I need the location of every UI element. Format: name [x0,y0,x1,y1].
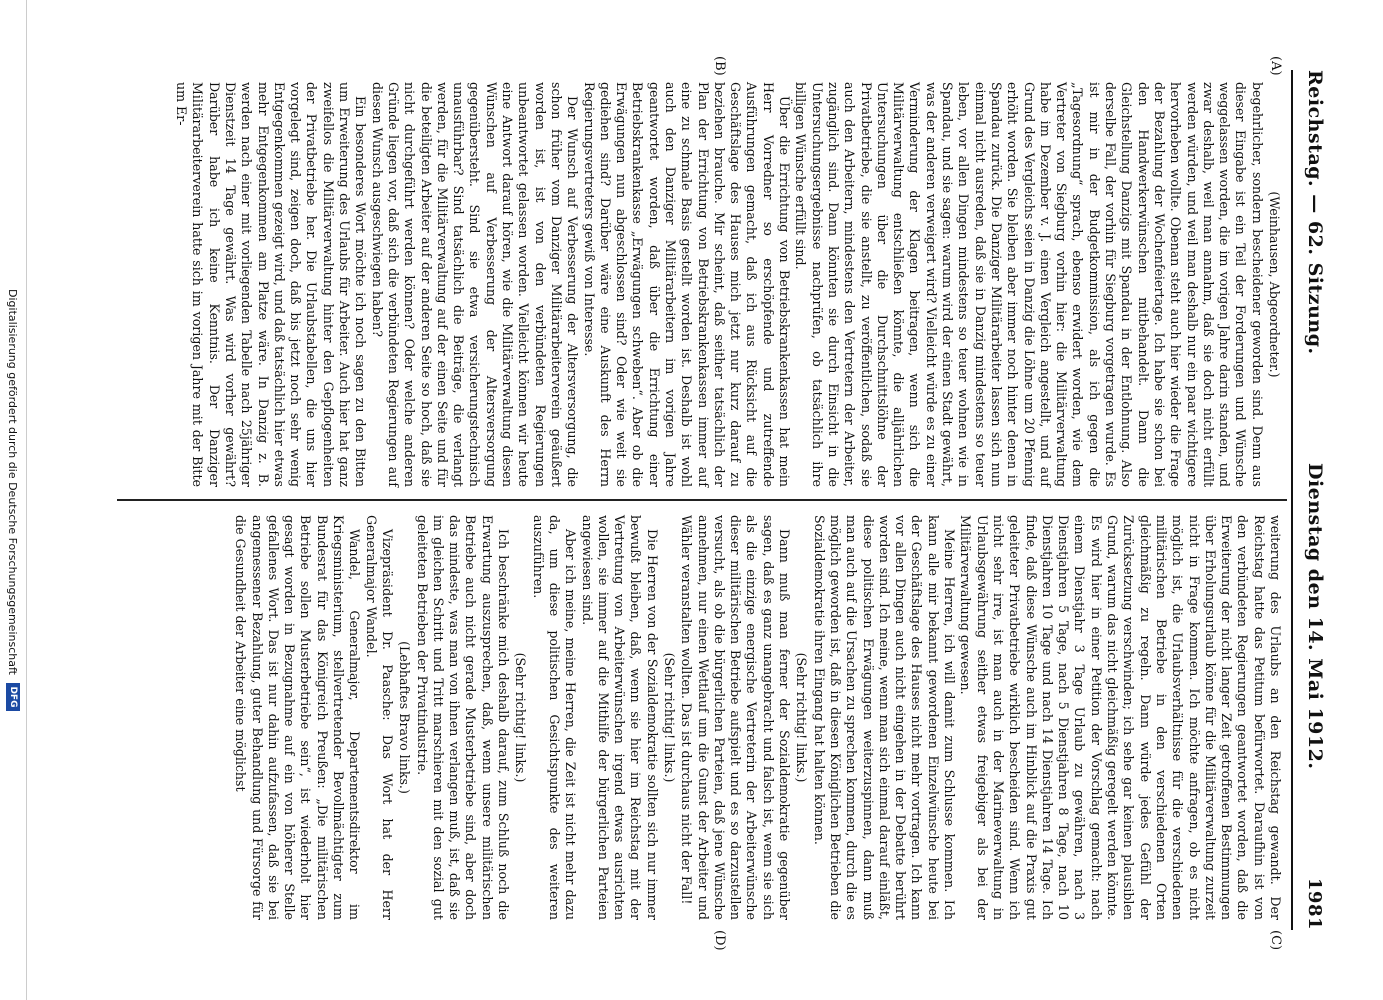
column-divider [117,499,1287,501]
left-column [173,82,1283,487]
right-paragraph: Meine Herren, ich will damit zum Schlusse kommen. Ich kann alle mir bekannt gewordenen Einzelwünsche heute bei der Geschäftslage des Hauses nicht mehr vortragen. Ich kann vor allen Dingen auch nicht eingehen in der Debatte berührt worden sind. Ich meine, wenn man sich einmal darauf einläßt, diese politischen Erwägungen weiterzuspinnen, dann muß man auch auf die Ursachen zu sprechen kommen, durch die es möglich geworden ist, daß in diesen Königlichen Betrieben die Sozialdemokratie ihren Eingang hat halten können. [811,515,958,920]
right-paragraph: Die Herren von der Sozialdemokratie sollten sich nur immer bewußt bleiben, daß, wenn sie hier im Reichstag mit der Vertretung von Arbeiterwünschen irgend etwas ausrichten wollen, sie immer auf die Mithilfe der bürgerlichen Parteien angewiesen sind. [579,515,660,920]
header-title: Reichstag. — 62. Sitzung. [1304,70,1326,355]
left-paragraph: Ein besonderes Wort möchte ich noch sagen zu den Bitten um Erweiterung des Urlaubs für Arbeiter. Auch hier hat ganz zweifellos die Militärverwaltung hinter den Gepflogenheiten der Privatbetriebe her. Die Urlaubstabellen, die uns hier vorgelegt sind, zeigen doch, daß bis jetzt noch sehr wenig Entgegenkommen gezeigt wird, und daß tatsächlich hier etwas mehr Entgegenkommen am Platze wäre. In Danzig z. B. werden nach einer mit vorliegenden Tabelle nach 25jähriger Dienstzeit 14 Tage gewährt. Was wird vorher gewährt? Darüber habe ich keine Kenntnis. Der Danziger Militärarbeiterverein hatte sich im vorigen Jahre mit der Bitte um Er- [174,82,369,487]
right-paragraph: weiterung des Urlaubs an den Reichstag gewandt. Der Reichstag hatte das Petitum befürwortet. Daraufhin ist von den verbündeten Regierungen geantwortet worden, daß die Erweiterung der nicht langer Zeit getroffenen Bestimmungen über Erholungsurlaub könne für die Militärverwaltung zurzeit nicht in Frage kommen. Ich möchte anfragen, ob es nicht möglich ist, die Urlaubsverhältnisse für die verschiedenen militärischen Betriebe in den verschiedenen Orten gleichmäßig zu regeln. Dann würde jedes Gefühl der Zurücksetzung verschwinden; ich sehe gar keinen plausiblen Grund, warum das nicht gleichmäßig geregelt werden könnte. Es wird hier in einer Petition der Vorschlag gemacht: nach einem Dienstjahr 3 Tage Urlaub zu gewähren, nach 3 Dienstjahren 5 Tage, nach 5 Dienstjahren 8 Tage, nach 10 Dienstjahren 10 Tage und nach 14 Dienstjahren 14 Tage. Ich finde, daß diese Wünsche auch im Hinblick auf die Praxis gut geleiteter Privatbetriebe wirklich bescheiden sind. Wenn ich nicht sehr irre, ist man auch in der Marineverwaltung in Urlaubsgewährung seither etwas freigebiger als bei der Militärverwaltung gewesen. [958,515,1283,920]
wandel-paragraph: Wandel, Generalmajor, Departementsdirektor im Kriegsministerium, stellvertretender Bevollmächtigter zum Bundesrat für das Königreich Preußen: „Die militärischen Betriebe sollen Musterbetriebe sein“, ist wiederholt hier gesagt worden in Bezugnahme auf ein von höherer Stelle gefallenes Wort. Das ist nur dahin aufzufassen, daß sie bei angemessener Bezahlung, guter Behandlung und Fürsorge für die Gesundheit der Arbeiter eine möglichst [233,515,363,920]
credit-text: Digitalisierung gefördert durch die Deutsche Forschungsgemeinschaft [6,289,20,675]
president-line: Vizepräsident Dr. Paasche: Das Wort hat der Herr Generalmajor Wandel. [363,515,395,920]
right-paragraph: Dann muß man ferner der Sozialdemokratie gegenüber sagen, daß es ganz unangebracht und falsch ist, wenn sie sich als die einzige energische Vertreterin der Arbeiterwünsche dieser militärischen Betriebe aufspielt und es so darzustellen versucht, als ob die bürgerlichen Parteien, daß jene Wünsche annehmen, nur einen Wettlauf um die Gunst der Arbeiter und Wähler veranstalten wollten. Das ist durchaus nicht der Fall! [679,515,793,920]
digitization-credit [0,0,27,1000]
right-paragraph: Ich beschränke mich deshalb darauf, zum Schluß noch die Erwartung auszusprechen, daß, wenn unsere militärischen Betriebe auch nicht gerade Musterbetriebe sind, aber doch das mindeste, was man von ihnen verlangen muß, ist, daß sie im gleichen Schritt und Tritt marschieren mit den sozial gut geleiteten Betrieben der Privatindustrie. [414,515,512,920]
header-rule [1291,70,1293,930]
right-paragraph: Aber ich meine, meine Herren, die Zeit ist nicht mehr dazu da, um diese politischen Gesichtspunkte des weiteren auszuführen. [530,515,579,920]
interjection: (Sehr richtig! links.) [513,652,529,783]
page-number: 1981 [1304,877,1326,930]
applause: (Lebhaftes Bravo links.) [397,641,413,794]
left-paragraph: Über die Errichtung von Betriebskrankenkassen hat mein Herr Vorredner so erschöpfende und zutreffende Ausführungen gemacht, daß ich aus Rücksicht auf die Geschäftslage des Hauses mich jetzt nur kurz darauf zu beziehen brauche. Mir scheint, daß seither tatsächlich der Plan der Errichtung von Betriebskrankenkassen immer auf eine zu schmale Basis gestellt worden ist. Deshalb ist wohl auch den Danziger Militärarbeitern im vorigen Jahre geantwortet worden, daß über die Errichtung einer Betriebskrankenkasse „Erwägungen schweben“. Aber ob die Erwägungen nun abgeschlossen sind? Oder wie weit sie gediehen sind? Darüber wäre eine Auskunft des Herrn Regierungsvertreters gewiß von Interesse. [581,82,793,487]
margin-marker-b: (B) [712,56,727,76]
speaker-line: (Weinhausen, Abgeordneter.) [1267,191,1282,378]
margin-marker-c: (C) [1268,930,1283,951]
dfg-logo-icon: DFG [6,683,20,711]
right-column [232,515,1283,920]
interjection: (Sehr richtig! links.) [794,652,810,783]
header-date: Dienstag den 14. Mai 1912. [1304,463,1326,770]
left-paragraph: Der Wunsch auf Verbesserung der Altersversorgung, die schon früher vom Danziger Militärarbeiterverein geäußert worden ist, ist von den verbündeten Regierungen unbeantwortet gelassen worden. Vielleicht können wir heute eine Antwort darauf hören, wie die Militärverwaltung diesen Wünschen auf Verbesserung der Altersversorgung gegenübersteht. Sind sie etwa versicherungstechnisch unausführbar? Sind tatsächlich die Beiträge, die verlangt werden, für die Militärverwaltung auf der einen Seite und für die beteiligten Arbeiter auf der anderen Seite so hoch, daß sie nicht durchgeführt werden können? Oder welche anderen Gründe liegen vor, daß sich die verbündeten Regierungen auf diesen Wunsch ausgeschwiegen haben? [369,82,581,487]
page-header [1295,70,1335,930]
left-paragraph: begehrlicher, sondern bescheidener geworden sind. Denn aus dieser Eingabe ist ein Teil der Forderungen und Wünsche weggelassen worden, die im vorigen Jahre darin standen, und zwar deshalb, weil man annahm, daß sie doch nicht erfüllt werden würden, und weil man deshalb nur ein paar wichtigere hervorheben wollte. Obenan steht auch hier wieder die Frage der Bezahlung der Wochenfeiertage. Ich habe sie schon bei den Handwerkerwünschen mitbehandelt. Dann die Gleichstellung Danzigs mit Spandau in der Entlohnung. Also derselbe Fall, der vorhin für Siegburg vorgetragen wurde. Es ist mir in der Budgetkommission, als ich gegen die „Tagesordnung“ sprach, ebenso erwidert worden, wie dem Vertreter von Siegburg vorhin hier: die Militärverwaltung habe im Dezember v. J. einen Vergleich angestellt, und auf Grund des Vergleichs seien in Danzig die Löhne um 20 Pfennig erhöht worden. Sie bleiben aber immer noch hinter denen in Spandau zurück. Die Danziger Militärarbeiter lassen sich nun einmal nicht ausreden, daß sie in Danzig mindestens so teuer leben, vor allen Dingen mindestens so teuer wohnen wie in Spandau, und sie sagen: warum wird der einen Stadt gewährt, was der anderen verweigert wird? Vielleicht würde es zu einer Verminderung der Klagen beitragen, wenn sich die Militärverwaltung entschließen könnte, die alljährlichen Untersuchungen über die Durchschnittslöhne der Privatbetriebe, die sie anstellt, zu veröffentlichen, sodaß sie auch den Arbeitern, mindestens den Vertretern der Arbeiter, zugänglich sind. Dann könnten sie durch Einsicht in die Untersuchungsergebnisse nachprüfen, ob tatsächlich ihre billigen Wünsche erfüllt sind. [793,82,1265,487]
margin-marker-d: (D) [712,930,727,951]
margin-marker-a: (A) [1268,56,1283,76]
interjection: (Sehr richtig! links.) [662,652,678,783]
